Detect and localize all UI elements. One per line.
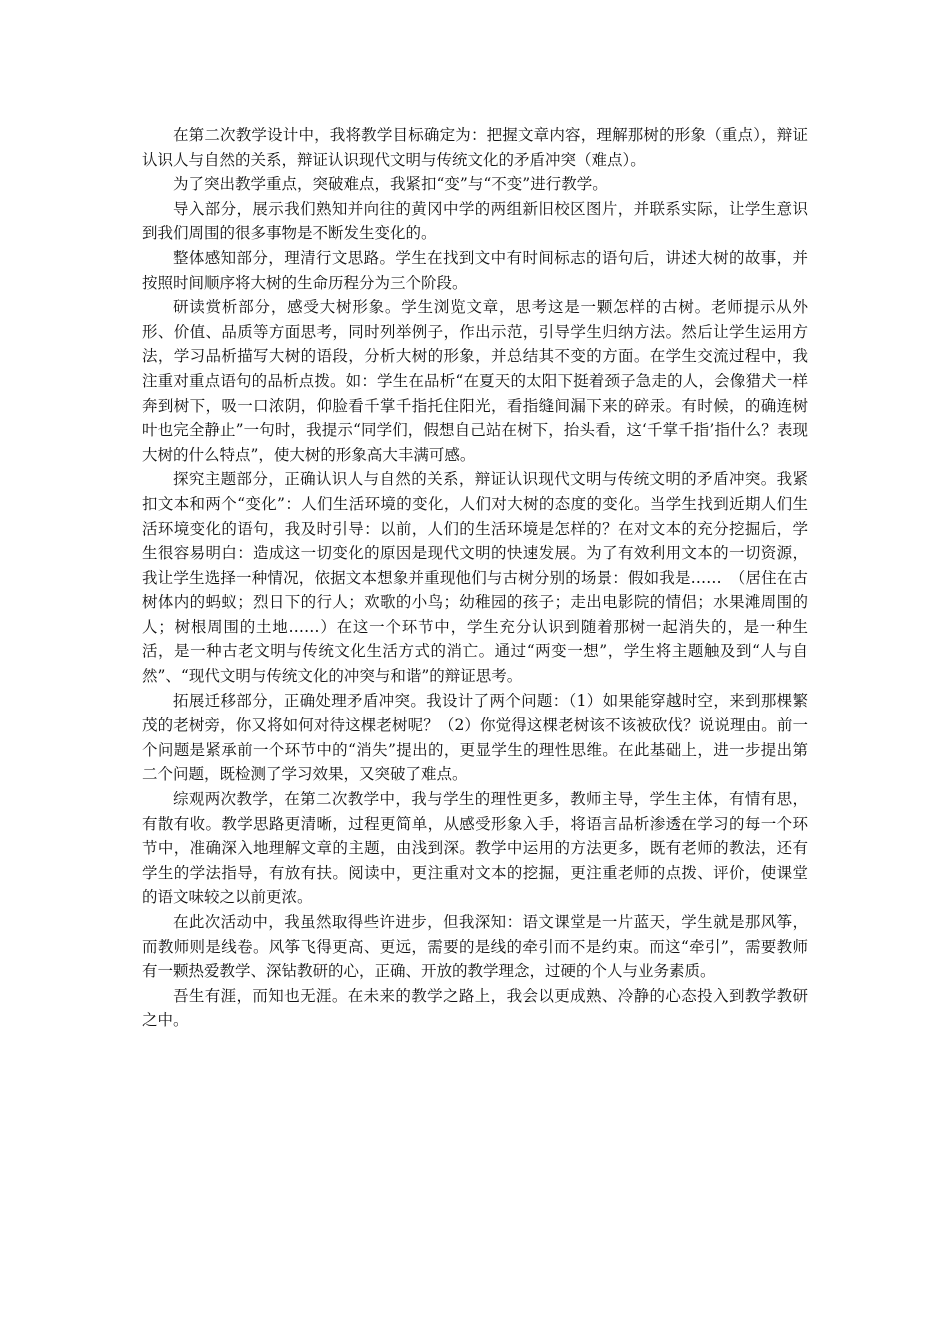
paragraph-theme-exploration: 探究主题部分，正确认识人与自然的关系，辩证认识现代文明与传统文明的矛盾冲突。我紧扣文本和两个“变化”：人们生活环境的变化，人们对大树的态度的变化。当学生找到近期人们生活环境变化的语句，我及时引导：以前，人们的生活环境是怎样的？在对文本的充分挖掘后，学生很容易明白：造成这一切变化的原因是现代文明的快速发展。为了有效利用文本的一切资源，我让学生选择一种情况，依据文本想象并重现他们与古树分别的场景：假如我是…… （居住在古树体内的蚂蚁；烈日下的行人；欢歌的小鸟；幼稚园的孩子；走出电影院的情侣；水果滩周围的人；树根周围的土地……）在这一个环节中，学生充分认识到随着那树一起消失的，是一种生活，是一种古老文明与传统文化生活方式的消亡。通过“两变一想”，学生将主题触及到“人与自然”、“现代文明与传统文化的冲突与和谐”的辩证思考。: [142, 470, 808, 686]
paragraph-overall-perception: 整体感知部分，理清行文思路。学生在找到文中有时间标志的语句后，讲述大树的故事，并按照时间顺序将大树的生命历程分为三个阶段。: [142, 248, 808, 292]
paragraph-reflection: 在此次活动中，我虽然取得些许进步，但我深知：语文课堂是一片蓝天，学生就是那风筝，而教师则是线卷。风筝飞得更高、更远，需要的是线的牵引而不是约束。而这“牵引”，需要教师有一颗热爱教学、深钻教研的心，正确、开放的教学理念，过硬的个人与业务素质。: [142, 913, 808, 981]
paragraph-introduction: 导入部分，展示我们熟知并向往的黄冈中学的两组新旧校区图片，并联系实际，让学生意识到我们周围的很多事物是不断发生变化的。: [142, 199, 808, 243]
paragraph-teaching-objectives: 在第二次教学设计中，我将教学目标确定为：把握文章内容，理解那树的形象（重点），辩证认识人与自然的关系，辩证认识现代文明与传统文化的矛盾冲突（难点）。: [142, 126, 808, 169]
document-body: [142, 123, 808, 1033]
paragraph-comparison-summary: 综观两次教学，在第二次教学中，我与学生的理性更多，教师主导，学生主体，有情有思，有散有收。教学思路更清晰，过程更简单，从感受形象入手，将语言品析渗透在学习的每一个环节中，准确深入地理解文章的主题，由浅到深。教学中运用的方法更多，既有老师的教法，还有学生的学法指导，有放有扶。阅读中，更注重对文本的挖掘，更注重老师的点拨、评价，使课堂的语文味较之以前更浓。: [142, 790, 808, 907]
paragraph-key-points: 为了突出教学重点，突破难点，我紧扣“变”与“不变”进行教学。: [173, 175, 608, 194]
paragraph-extension-transfer: 拓展迁移部分，正确处理矛盾冲突。我设计了两个问题：（1）如果能穿越时空，来到那棵繁茂的老树旁，你又将如何对待这棵老树呢？（2）你觉得这棵老树该不该被砍伐？说说理由。前一个问题是紧承前一个环节中的“消失”提出的，更显学生的理性思维。在此基础上，进一步提出第二个问题，既检测了学习效果，又突破了难点。: [142, 691, 808, 784]
paragraph-reading-analysis: 研读赏析部分，感受大树形象。学生浏览文章，思考这是一颗怎样的古树。老师提示从外形、价值、品质等方面思考，同时列举例子，作出示范，引导学生归纳方法。然后让学生运用方法，学习品析描写大树的语段，分析大树的形象，并总结其不变的方面。在学生交流过程中，我注重对重点语句的品析点拨。如：学生在品析“在夏天的太阳下挺着颈子急走的人，会像猎犬一样奔到树下，吸一口浓阴，仰脸看千掌千指托住阳光，看指缝间漏下来的碎汞。有时候，的确连树叶也完全静止”一句时，我提示“同学们，假想自己站在树下，抬头看，这‘千掌千指’指什么？表现大树的什么特点”，使大树的形象高大丰满可感。: [142, 298, 808, 464]
paragraph-conclusion: 吾生有涯，而知也无涯。在未来的教学之路上，我会以更成熟、冷静的心态投入到教学教研之中。: [142, 986, 808, 1030]
